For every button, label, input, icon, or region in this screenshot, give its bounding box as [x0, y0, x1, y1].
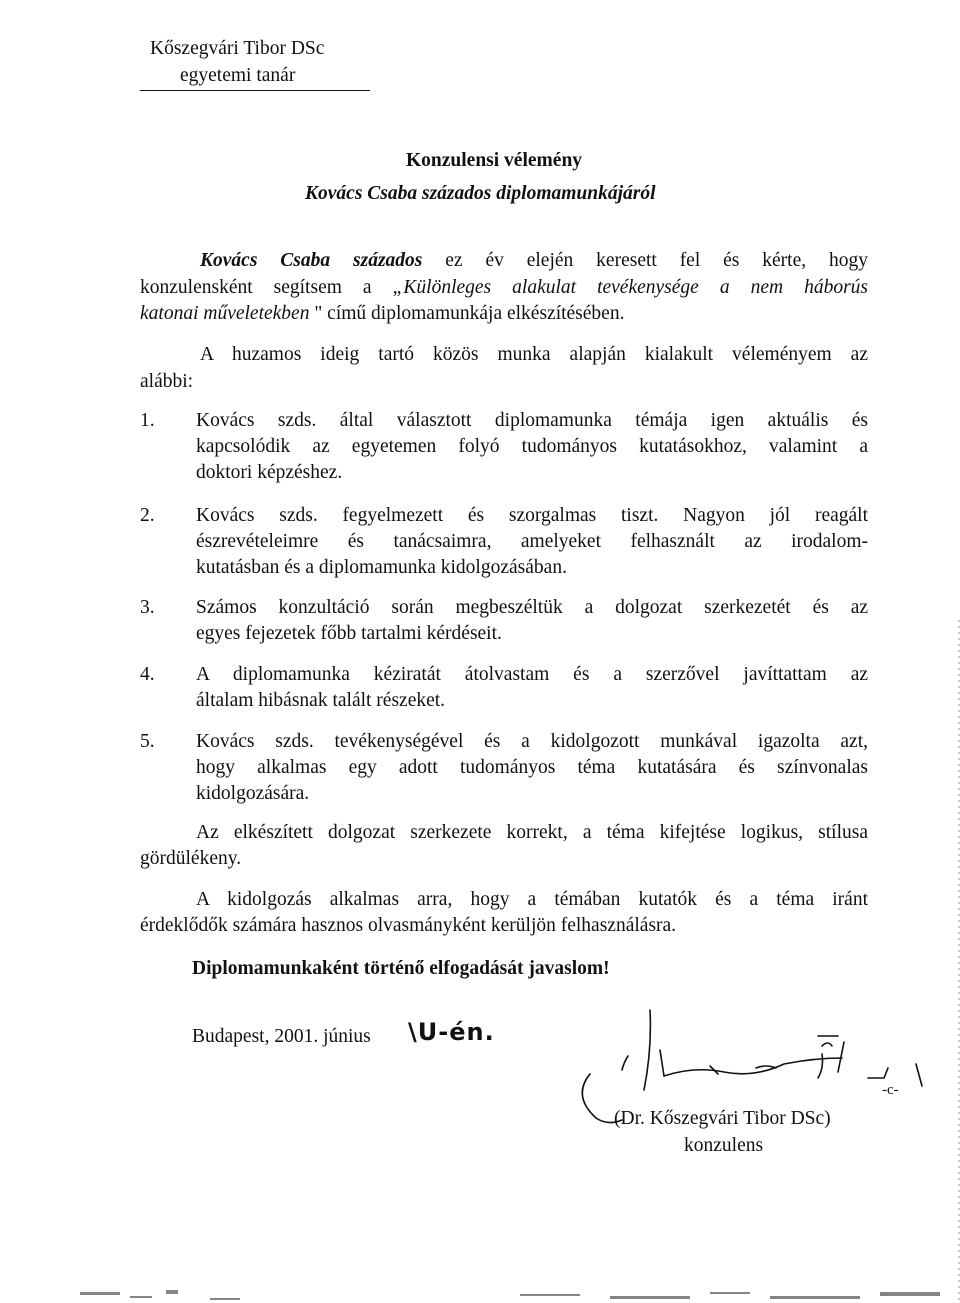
- point-line: Kovács szds. által választott diplomamunka témája igen aktuális és: [196, 410, 868, 431]
- signatory-name: (Dr. Kőszegvári Tibor DSc): [614, 1108, 831, 1129]
- point-line: Számos konzultáció során megbeszéltük a dolgozat szerkezetét és az: [196, 597, 868, 618]
- structure-line-1: Az elkészített dolgozat szerkezete korrekt, a téma kifejtése logikus, stílusa: [196, 822, 868, 843]
- svg-text:-c-: -c-: [882, 1082, 899, 1098]
- point-line: Kovács szds. fegyelmezett és szorgalmas tiszt. Nagyon jól reagált: [196, 505, 868, 526]
- use-line-2: érdeklődők számára hasznos olvasmányként kerüljön felhasználásra.: [140, 915, 677, 936]
- point-line: Kovács szds. tevékenységével és a kidolgozott munkával igazolta azt,: [196, 731, 868, 752]
- header-underline: [140, 90, 370, 91]
- point-line: kutatásban és a diplomamunka kidolgozásában.: [196, 557, 567, 578]
- point-line: A diplomamunka kéziratát átolvastam és a szerzővel javíttattam az: [196, 664, 868, 685]
- point-number: 4.: [140, 664, 155, 685]
- thesis-title-part-2: katonai műveletekben: [140, 303, 310, 324]
- intro-line-3-text: " című diplomamunkája elkészítésében.: [309, 303, 625, 324]
- use-line-1: A kidolgozás alkalmas arra, hogy a témában kutatók és a téma iránt: [196, 889, 868, 910]
- point-line: általam hibásnak talált részeket.: [196, 690, 446, 711]
- point-line: észrevételeimre és tanácsaimra, amelyeket felhasznált az irodalom-: [196, 531, 868, 552]
- recommendation: Diplomamunkaként történő elfogadását javaslom!: [192, 958, 610, 979]
- document-subtitle: Kovács Csaba százados diplomamunkájáról: [305, 183, 656, 204]
- intro-line-2: [140, 277, 868, 299]
- intro-line-3: [140, 303, 624, 325]
- handwritten-signature: [560, 996, 940, 1126]
- point-line: kidolgozására.: [196, 783, 310, 804]
- point-line: kapcsolódik az egyetemen folyó tudományos kutatásokhoz, valamint a: [196, 436, 868, 457]
- point-line: doktori képzéshez.: [196, 462, 343, 483]
- document-title: Konzulensi vélemény: [406, 150, 583, 171]
- structure-line-2: gördülékeny.: [140, 848, 242, 869]
- signatory-role: konzulens: [684, 1135, 764, 1156]
- intro-text: ez év elején keresett fel és kérte, hogy: [422, 250, 868, 271]
- intro-name: Kovács Csaba százados: [200, 250, 423, 271]
- scan-bottom-artifact: [70, 1266, 960, 1303]
- opinion-intro-line-1: A huzamos ideig tartó közös munka alapján kialakult véleményem az: [200, 344, 868, 365]
- intro-line-2-text: konzulensként segítsem a: [140, 277, 393, 298]
- point-line: hogy alkalmas egy adott tudományos téma kutatására és színvonalas: [196, 757, 868, 778]
- author-title: egyetemi tanár: [180, 65, 296, 86]
- point-line: egyes fejezetek főbb tartalmi kérdéseit.: [196, 623, 502, 644]
- point-number: 1.: [140, 410, 155, 431]
- intro-line-1: [200, 250, 868, 272]
- author-name: Kőszegvári Tibor DSc: [150, 38, 325, 59]
- place-date: Budapest, 2001. június: [192, 1026, 371, 1047]
- point-number: 2.: [140, 505, 155, 526]
- opinion-intro-line-2: alábbi:: [140, 371, 194, 392]
- handwritten-day: \U-én.: [408, 1018, 495, 1046]
- thesis-title-part-1: „Különleges alakulat tevékenysége a nem háborús: [392, 277, 868, 298]
- point-number: 5.: [140, 731, 155, 752]
- point-number: 3.: [140, 597, 155, 618]
